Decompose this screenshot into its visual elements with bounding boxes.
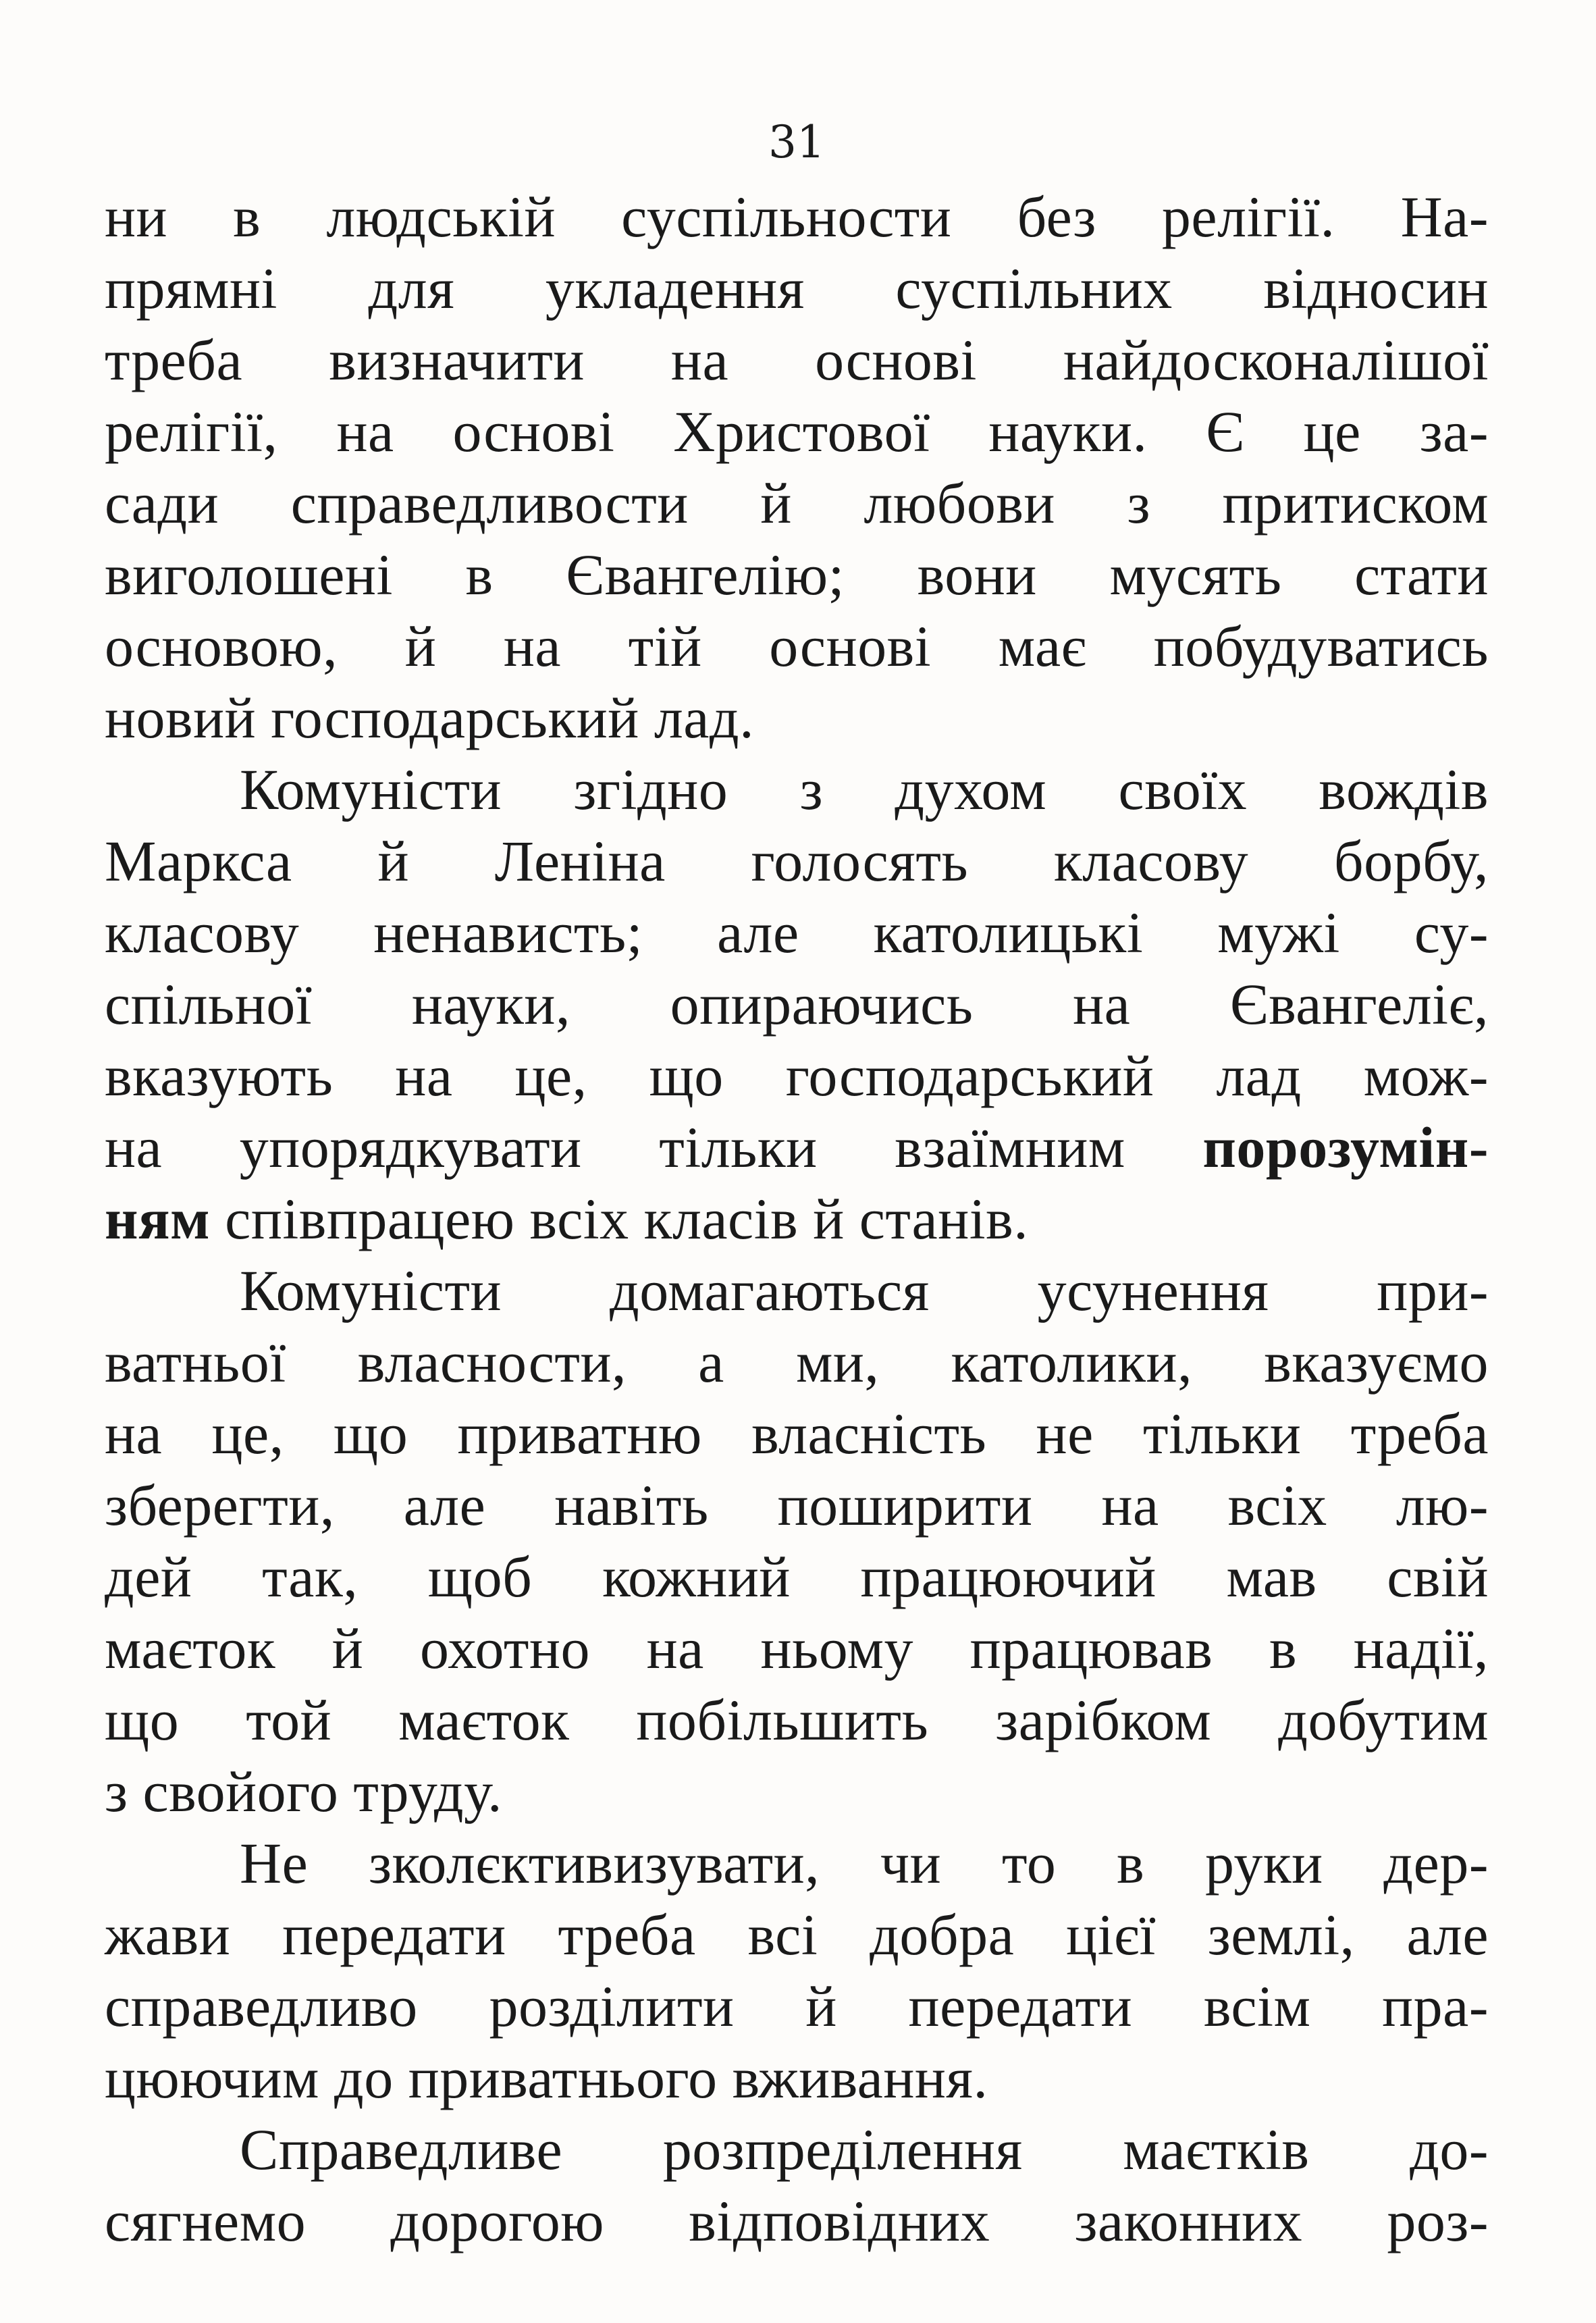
text-line: на це, що приватню власність не тільки треба <box>105 1401 1489 1466</box>
text-line: сади справедливости й любови з притиском <box>105 471 1489 536</box>
text-line: зберегти, але навіть поширити на всіх лю- <box>105 1473 1489 1538</box>
text-line: виголошені в Євангелію; вони мусять стати <box>105 542 1489 607</box>
text-line: релігії, на основі Христової науки. Є це за- <box>105 399 1489 464</box>
bold-term: ням <box>105 1186 211 1251</box>
text-line: основою, й на тій основі має побудуватись <box>105 614 1489 679</box>
text-line: маєток й охотно на ньому працював в надії, <box>105 1616 1489 1681</box>
text-line: спільної науки, опираючись на Євангеліє, <box>105 972 1489 1037</box>
text-line: класову ненависть; але католицькі мужі су- <box>105 900 1489 965</box>
body-text <box>105 181 1489 2257</box>
text-line: новий господарський лад. <box>105 685 755 750</box>
text-segment: на упорядкувати тільки взаїмним <box>105 1115 1203 1180</box>
text-line: сягнемо дорогою відповідних законних роз- <box>105 2189 1489 2253</box>
paragraph-5 <box>105 2114 1489 2257</box>
text-line: Комуністи згідно з духом своїх вождів <box>240 757 1489 822</box>
text-line: дей так, щоб кожний працюючий мав свій <box>105 1544 1489 1609</box>
text-line: Маркса й Леніна голосять класову борбу, <box>105 829 1489 893</box>
text-line: ни в людській суспільности без релігії. На- <box>105 184 1489 249</box>
paragraph-3 <box>105 1255 1489 1827</box>
text-line: Комуністи домагаються усунення при- <box>240 1258 1489 1323</box>
text-line: що той маєток побільшить зарібком добутим <box>105 1688 1489 1752</box>
paragraph-2 <box>105 754 1489 1255</box>
text-line: справедливо розділити й передати всім пра- <box>105 1974 1489 2039</box>
text-line: жави передати треба всі добра цієї землі, але <box>105 1902 1489 1967</box>
text-line: треба визначити на основі найдосконалішої <box>105 328 1489 392</box>
text-line <box>105 1112 1489 1183</box>
paragraph-1 <box>105 181 1489 754</box>
text-line: Справедливе розпреділення маєтків до- <box>240 2117 1489 2182</box>
text-line: Не зколєктивизувати, чи то в руки дер- <box>240 1831 1489 1896</box>
text-line: ватньої власности, а ми, католики, вказуємо <box>105 1330 1489 1394</box>
text-line: вказують на це, що господарський лад мож- <box>105 1043 1489 1108</box>
paragraph-4 <box>105 1827 1489 2114</box>
text-line: прямні для укладення суспільних відносин <box>105 256 1489 321</box>
bold-term: порозумін- <box>1202 1115 1489 1180</box>
text-line <box>105 1183 1489 1255</box>
text-line: цюючим до приватнього вживання. <box>105 2045 988 2110</box>
text-segment: співпрацею всіх класів й станів. <box>210 1186 1029 1251</box>
text-line: з свойого труду. <box>105 1759 503 1824</box>
page-number: 31 <box>768 116 825 168</box>
